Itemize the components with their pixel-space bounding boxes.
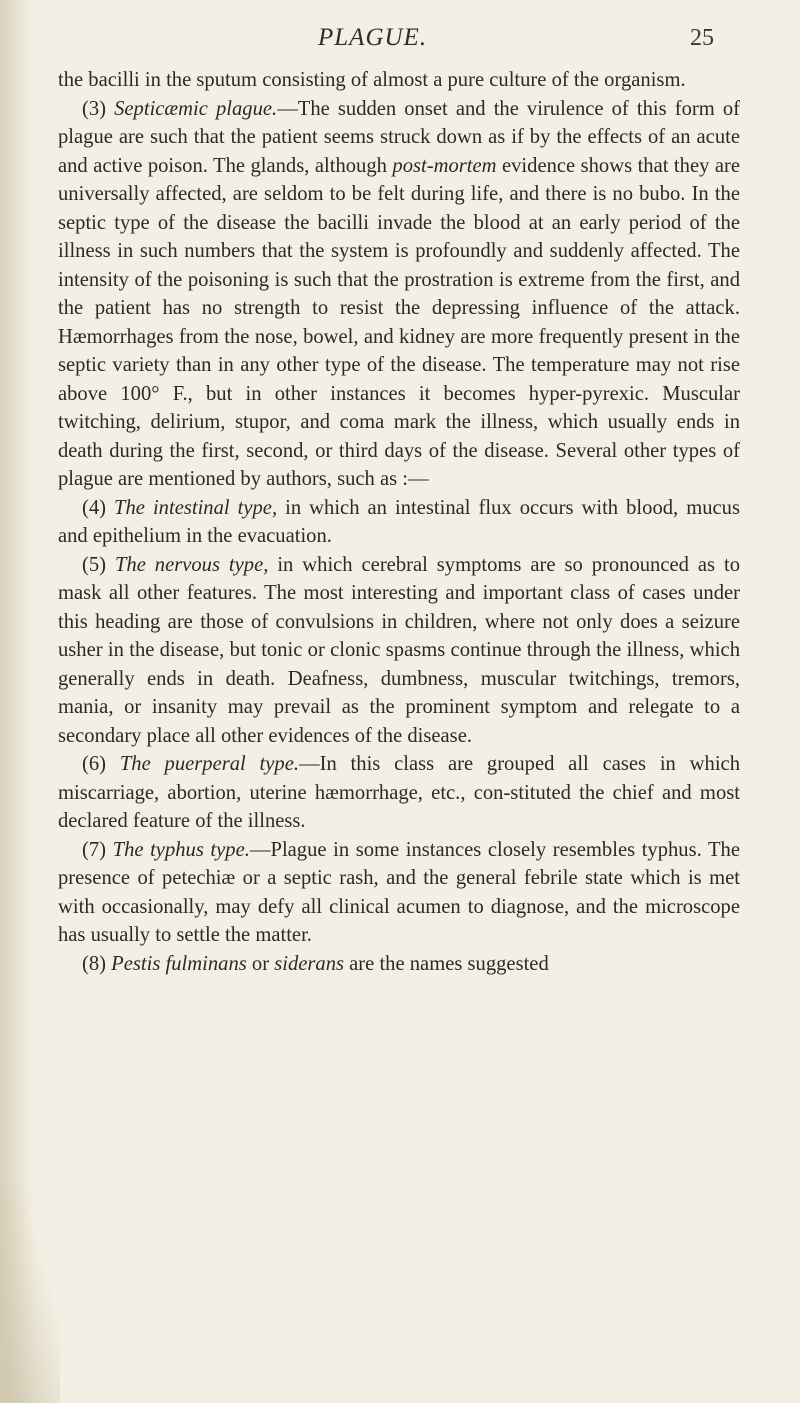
- paragraph-heading: The puerperal type.: [119, 753, 299, 775]
- paragraph-label: (6): [82, 753, 120, 775]
- paragraph-text: in which cerebral symptoms are so pronounced as to mask all other features. The most interesting and important class of cases under this heading are those of convulsions in children, where not only does a seizure usher in the disease, but tonic or clonic spasms continue through the illness, which generally ends in death. Deafness, dumbness, muscular twitchings, tremors, mania, or insanity may prevail as the prominent symptom and relegate to a secondary place all other evidences of the disease.: [58, 553, 740, 747]
- paragraph-heading: The typhus type.: [112, 838, 250, 861]
- page-corner-shadow: [0, 1183, 60, 1403]
- paragraph-text: are the names suggested: [344, 952, 549, 975]
- paragraph-label: (5): [82, 553, 115, 576]
- running-title: PLAGUE.: [318, 24, 428, 51]
- paragraph-label: (8): [82, 952, 112, 975]
- paragraph-nervous-type: [58, 551, 740, 751]
- paragraph-pestis-fulminans: [58, 950, 740, 979]
- paragraph-text: the bacilli in the sputum consisting of almost a pure culture of the organism.: [58, 69, 686, 91]
- paragraph-text: in which an intestinal flux occurs with blood, mucus and epithelium in the evacuation.: [58, 496, 740, 547]
- paragraph-intestinal-type: [58, 494, 740, 551]
- paragraph-typhus-type: [58, 836, 740, 950]
- paragraph-heading: The intestinal type,: [114, 496, 278, 519]
- body-text: [58, 66, 740, 978]
- paragraph-text: —Plague in some instances closely resembles typhus. The presence of petechiæ or a septic rash, and the general febrile state which is met with occasionally, may defy all clinical acumen to diagnose, and the microscope has usually to settle the matter.: [58, 838, 740, 946]
- paragraph-heading-alt: siderans: [274, 952, 345, 975]
- latin-term: post-mortem: [392, 154, 497, 177]
- paragraph-septicaemic-plague: [58, 95, 740, 494]
- paragraph-heading: Pestis fulminans: [111, 952, 247, 975]
- paragraph-text: —In this class are grouped all cases in which miscarriage, abortion, uterine hæmorrhage, etc., con-stituted the chief and most declared feature of the illness.: [58, 753, 740, 832]
- paragraph-text-continued: evidence shows that they are universally affected, are seldom to be felt during life, and there is no bubo. In the septic type of the disease the bacilli invade the blood at an early period of the illness in such numbers that the system is profoundly and suddenly affected. The intensity of the poisoning is such that the prostration is extreme from the first, and the patient has no strength to resist the depressing influence of the attack. Hæmorrhages from the nose, bowel, and kidney are more frequently present in the septic variety than in any other type of the disease. The temperature may not rise above 100° F., but in other instances it becomes hyper-pyrexic. Muscular twitching, delirium, stupor, and coma mark the illness, which usually ends in death during the first, second, or third days of the disease. Several other types of plague are mentioned by authors, such as :—: [58, 154, 740, 490]
- paragraph-text: —The sudden onset and the virulence of this form of plague are such that the patient seems struck down as if by the effects of an acute and active poison. The glands, although: [58, 97, 740, 177]
- paragraph-label: (3): [82, 97, 115, 120]
- paragraph-puerperal-type: [58, 750, 740, 836]
- paragraph-connector: or: [246, 952, 275, 975]
- paragraph-heading: Septicæmic plague.: [114, 97, 278, 120]
- running-header: [0, 14, 800, 64]
- paragraph-continuation: [58, 66, 740, 95]
- paragraph-heading: The nervous type,: [114, 553, 269, 576]
- page-number: 25: [690, 25, 714, 51]
- paragraph-label: (7): [82, 838, 113, 861]
- paragraph-label: (4): [82, 496, 115, 519]
